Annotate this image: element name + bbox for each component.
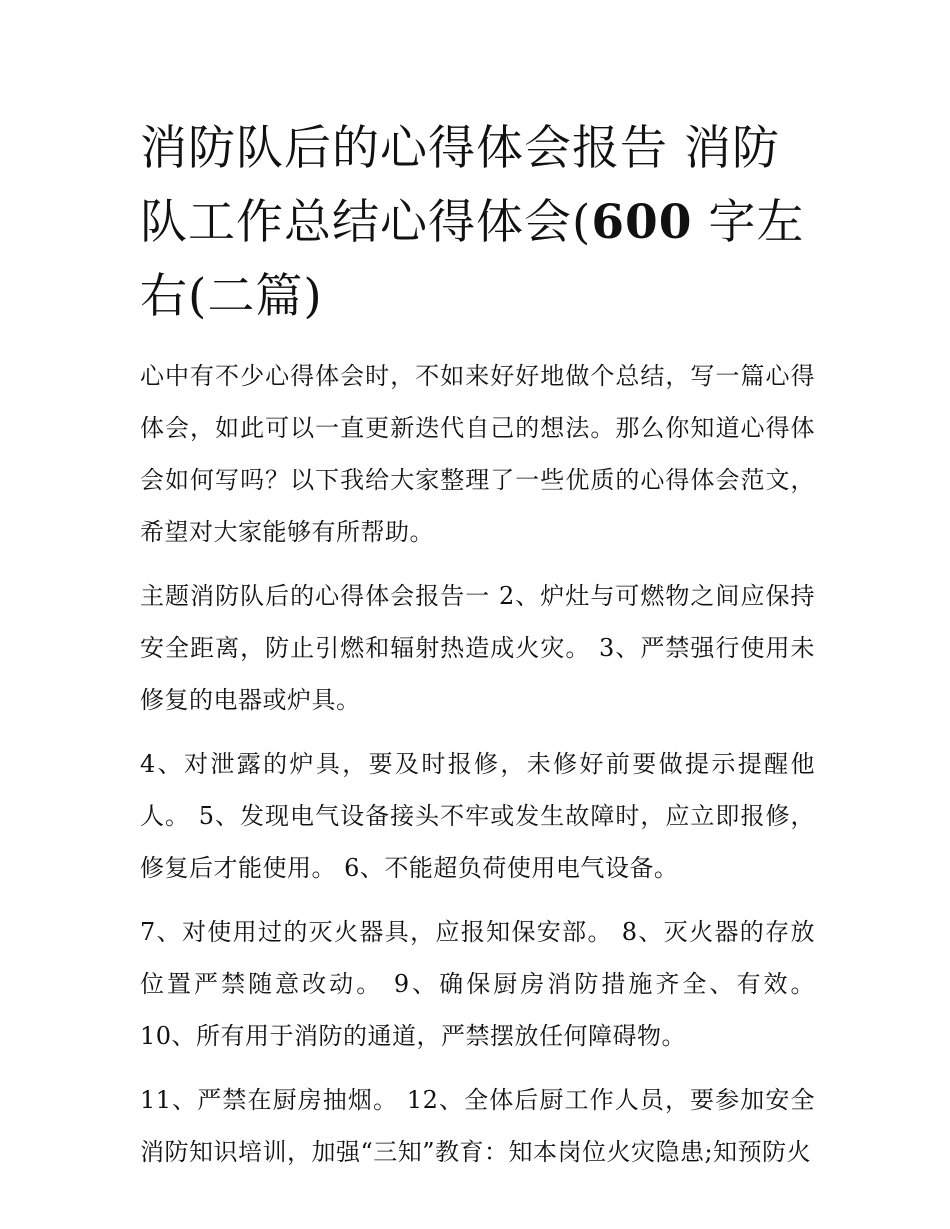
paragraph-item-7-10: 7、对使用过的灭火器具，应报知保安部。 8、灭火器的存放位置严禁随意改动。 9、确保厨房消防措施齐全、有效。 10、所有用于消防的通道，严禁摆放任何障碍物。	[140, 918, 815, 1050]
document-content	[140, 112, 815, 1178]
title-text-part1: 消防队后的心得体会报告 消防队工作总结心得体会(	[140, 121, 780, 250]
paragraph-item-11-12: 11、严禁在厨房抽烟。 12、全体后厨工作人员，要参加安全消防知识培训，加强“三知”教育：知本岗位火灾隐患;知预防火	[140, 1086, 815, 1166]
paragraph-item-4-6: 4、对泄露的炉具，要及时报修，未修好前要做提示提醒他人。 5、发现电气设备接头不牢或发生故障时，应立即报修，修复后才能使用。 6、不能超负荷使用电气设备。	[140, 750, 815, 882]
title-text-part2: 字左右(二篇)	[140, 195, 805, 324]
paragraph-item-2-3: 主题消防队后的心得体会报告一 2、炉灶与可燃物之间应保持安全距离，防止引燃和辐射热造成火灾。 3、严禁强行使用未修复的电器或炉具。	[140, 582, 815, 714]
document-title	[140, 112, 815, 334]
paragraph-intro: 心中有不少心得体会时，不如来好好地做个总结，写一篇心得体会，如此可以一直更新迭代自己的想法。那么你知道心得体会如何写吗？以下我给大家整理了一些优质的心得体会范文，希望对大家能够有所帮助。	[140, 362, 815, 546]
title-bold-number: 600	[591, 195, 693, 250]
